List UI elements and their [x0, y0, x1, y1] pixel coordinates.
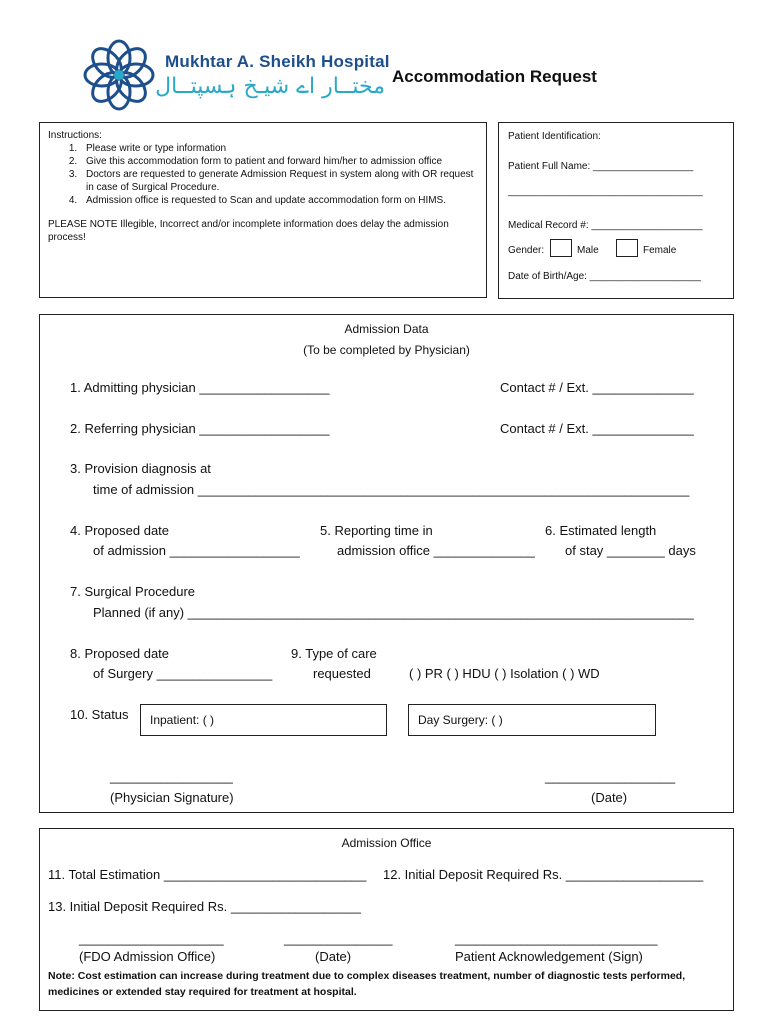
referring-contact-field[interactable]: Contact # / Ext. ______________	[500, 421, 694, 436]
patient-name-line-2[interactable]: ___________________________________	[508, 186, 703, 197]
form-title: Accommodation Request	[392, 67, 597, 86]
physician-date-line[interactable]: __________________	[545, 769, 676, 784]
proposed-surgery-field[interactable]: of Surgery ________________	[93, 666, 273, 681]
instruction-item: 3. Doctors are requested to generate Admission Request in system along with OR request in case of Surgical Procedure.	[80, 168, 476, 194]
status-label: 10. Status	[70, 707, 129, 722]
type-of-care-label: 9. Type of care	[291, 646, 377, 661]
instruction-item: 4. Admission office is requested to Scan and update accommodation form on HIMS.	[80, 194, 476, 207]
physician-date-label: (Date)	[591, 790, 628, 805]
admission-data-heading: Admission Data	[344, 322, 429, 336]
provision-diagnosis-field[interactable]: time of admission ____________________________________________________________________	[93, 482, 690, 497]
reporting-time-field[interactable]: admission office ______________	[337, 543, 535, 558]
physician-signature-line[interactable]: _________________	[110, 769, 233, 784]
initial-deposit-field-12[interactable]: 12. Initial Deposit Required Rs. ___________________	[383, 867, 704, 882]
date-of-birth-field[interactable]: Date of Birth/Age: ____________________	[508, 271, 701, 282]
office-date-label: (Date)	[315, 949, 352, 964]
admitting-physician-field[interactable]: 1. Admitting physician __________________	[70, 380, 330, 395]
patient-ack-label: Patient Acknowledgement (Sign)	[455, 949, 643, 964]
medical-record-field[interactable]: Medical Record #: ____________________	[508, 220, 703, 231]
patient-full-name-field[interactable]: Patient Full Name: __________________	[508, 161, 694, 172]
gender-female-checkbox[interactable]	[616, 239, 638, 257]
instructions-box	[39, 122, 487, 298]
hospital-name-urdu: مختــار اے شیـخ ہسپتــال	[155, 74, 385, 99]
gender-male-label: Male	[577, 245, 599, 256]
type-of-care-requested-label: requested	[313, 666, 371, 681]
instructions-list	[48, 142, 476, 207]
instructions-heading: Instructions:	[48, 130, 102, 141]
proposed-admission-field[interactable]: of admission __________________	[93, 543, 300, 558]
inpatient-option[interactable]	[140, 704, 387, 736]
instruction-item: 1. Please write or type information	[80, 142, 476, 155]
patient-id-heading: Patient Identification:	[508, 131, 601, 142]
surgical-procedure-field[interactable]: Planned (if any) ______________________________________________________________________	[93, 605, 694, 620]
admission-office-heading: Admission Office	[341, 836, 432, 850]
admission-data-box	[39, 314, 734, 813]
proposed-surgery-label: 8. Proposed date	[70, 646, 170, 661]
estimated-length-field[interactable]: of stay ________ days	[565, 543, 696, 558]
initial-deposit-field-13[interactable]: 13. Initial Deposit Required Rs. __________________	[48, 899, 361, 914]
referring-physician-field[interactable]: 2. Referring physician __________________	[70, 421, 330, 436]
flower-logo-icon	[80, 36, 158, 114]
office-date-line[interactable]: _______________	[284, 931, 393, 946]
proposed-admission-label: 4. Proposed date	[70, 523, 170, 538]
admission-office-box	[39, 828, 734, 1011]
estimated-length-label: 6. Estimated length	[545, 523, 657, 538]
patient-ack-line[interactable]: ____________________________	[455, 931, 658, 946]
day-surgery-option[interactable]	[408, 704, 656, 736]
reporting-time-label: 5. Reporting time in	[320, 523, 433, 538]
admission-data-subheading: (To be completed by Physician)	[303, 343, 470, 357]
gender-male-checkbox[interactable]	[550, 239, 572, 257]
inpatient-label: Inpatient: ( )	[150, 713, 215, 727]
fdo-signature-line[interactable]: ____________________	[79, 931, 224, 946]
instructions-note: PLEASE NOTE Illegible, Incorrect and/or incomplete information does delay the admission process!	[48, 219, 449, 243]
type-of-care-options[interactable]: ( ) PR ( ) HDU ( ) Isolation ( ) WD	[409, 666, 600, 681]
patient-identification-box	[498, 122, 734, 299]
hospital-name-english: Mukhtar A. Sheikh Hospital	[165, 52, 390, 71]
gender-female-label: Female	[643, 245, 677, 256]
cost-estimation-note: Note: Cost estimation can increase during treatment due to complex diseases treatment, number of diagnostic tests performed, medicines or extended stay required for treatment at hospital.	[48, 970, 686, 998]
total-estimation-field[interactable]: 11. Total Estimation ____________________________	[48, 867, 367, 882]
admitting-contact-field[interactable]: Contact # / Ext. ______________	[500, 380, 694, 395]
fdo-signature-label: (FDO Admission Office)	[79, 949, 216, 964]
surgical-procedure-label: 7. Surgical Procedure	[70, 584, 196, 599]
instruction-item: 2. Give this accommodation form to patient and forward him/her to admission office	[80, 155, 476, 168]
hospital-logo	[80, 36, 158, 114]
provision-diagnosis-label: 3. Provision diagnosis at	[70, 461, 211, 476]
day-surgery-label: Day Surgery: ( )	[418, 713, 503, 727]
gender-label: Gender:	[508, 245, 545, 256]
physician-signature-label: (Physician Signature)	[110, 790, 234, 805]
